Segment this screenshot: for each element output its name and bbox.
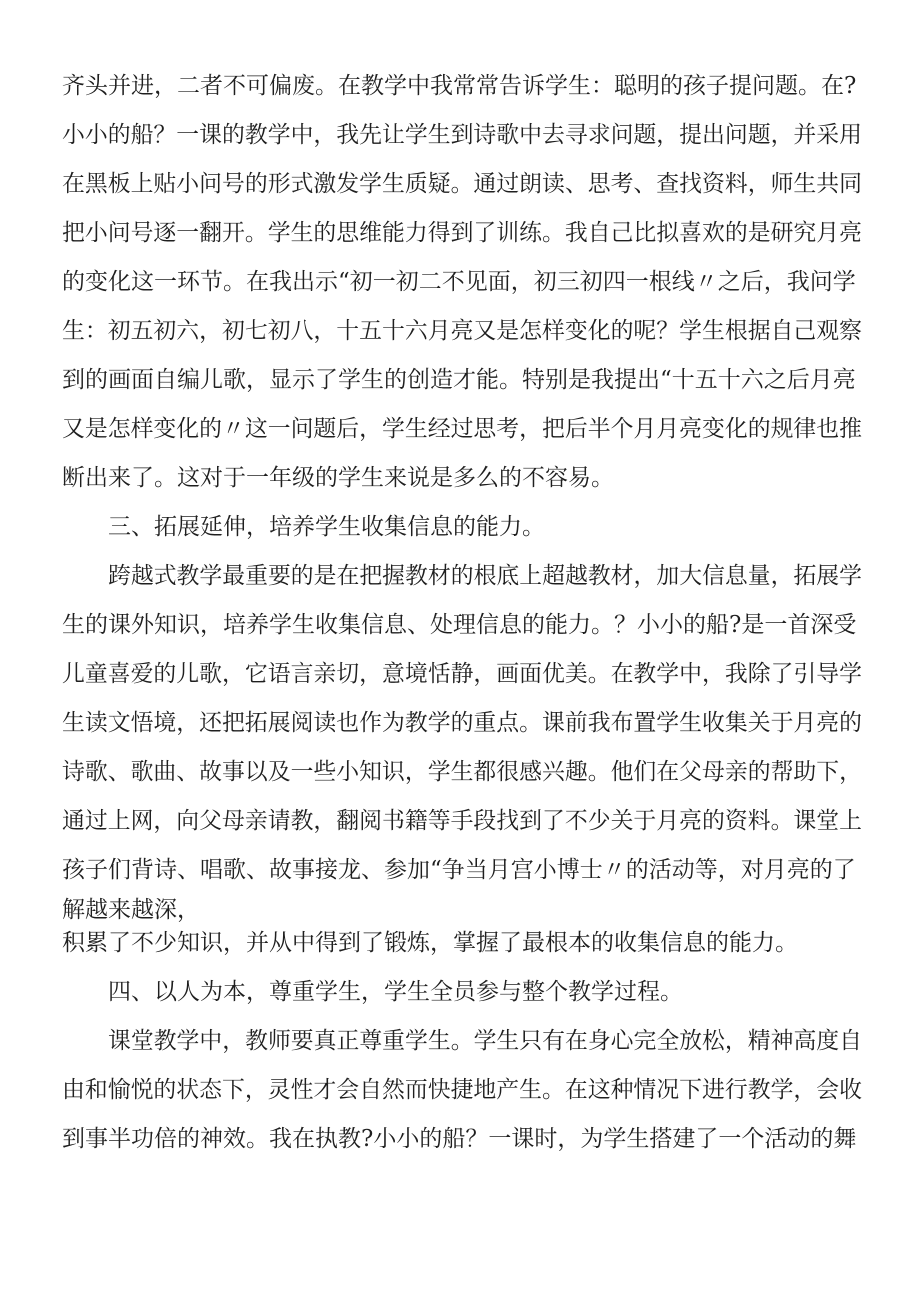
text-line-15: 诗歌、歌曲、故事以及一些小知识，学生都很感兴趣。他们在父母亲的帮助下， — [62, 759, 862, 785]
text-line-17: 孩子们背诗、唱歌、故事接龙、参加“争当月宫小博士〃的活动等，对月亮的了 — [62, 857, 856, 883]
text-line-21: 课堂教学中，教师要真正尊重学生。学生只有在身心完全放松，精神高度自 — [108, 1028, 862, 1054]
text-line-9: 断出来了。这对于一年级的学生来说是多么的不容易。 — [62, 465, 614, 491]
text-line-23: 到事半功倍的神效。我在执教?小小的船？一课时，为学生搭建了一个活动的舞 — [62, 1126, 857, 1152]
text-line-13: 儿童喜爱的儿歌，它语言亲切，意境恬静，画面优美。在教学中，我除了引导学 — [62, 661, 862, 687]
text-line-6: 生：初五初六，初七初八，十五十六月亮又是怎样变化的呢？学生根据自己观察 — [62, 318, 862, 344]
text-line-16: 通过上网，向父母亲请教，翻阅书籍等手段找到了不少关于月亮的资料。课堂上 — [62, 808, 862, 834]
text-line-22: 由和愉悦的状态下，灵性才会自然而快捷地产生。在这种情况下进行教学，会收 — [62, 1077, 862, 1103]
section-heading-4: 四、以人为本，尊重学生，学生全员参与整个教学过程。 — [108, 979, 683, 1005]
text-line-3: 在黑板上贴小问号的形式激发学生质疑。通过朗读、思考、查找资料，师生共同 — [62, 171, 862, 197]
text-line-5: 的变化这一环节。在我出示“初一初二不见面，初三初四一根线〃之后，我问学 — [62, 269, 856, 295]
text-line-14: 生读文悟境，还把拓展阅读也作为教学的重点。课前我布置学生收集关于月亮的 — [62, 710, 862, 736]
text-line-12: 生的课外知识，培养学生收集信息、处理信息的能力。？小小的船?是一首深受 — [62, 612, 857, 638]
text-line-2: 小小的船？一课的教学中，我先让学生到诗歌中去寻求问题，提出问题，并采用 — [62, 122, 862, 148]
section-heading-3: 三、拓展延伸，培养学生收集信息的能力。 — [108, 514, 545, 540]
text-line-11: 跨越式教学最重要的是在把握教材的根底上超越教材，加大信息量，拓展学 — [108, 563, 862, 589]
text-line-19: 积累了不少知识，并从中得到了锻炼，掌握了最根本的收集信息的能力。 — [62, 930, 798, 956]
text-line-7: 到的画面自编儿歌，显示了学生的创造才能。特别是我提出“十五十六之后月亮 — [62, 367, 856, 393]
text-line-1: 齐头并进，二者不可偏废。在教学中我常常告诉学生：聪明的孩子提问题。在? — [62, 73, 857, 99]
text-line-4: 把小问号逐一翻开。学生的思维能力得到了训练。我自己比拟喜欢的是研究月亮 — [62, 220, 862, 246]
text-line-18: 解越来越深， — [62, 897, 200, 923]
text-line-8: 又是怎样变化的〃这一问题后，学生经过思考，把后半个月月亮变化的规律也推 — [62, 416, 862, 442]
